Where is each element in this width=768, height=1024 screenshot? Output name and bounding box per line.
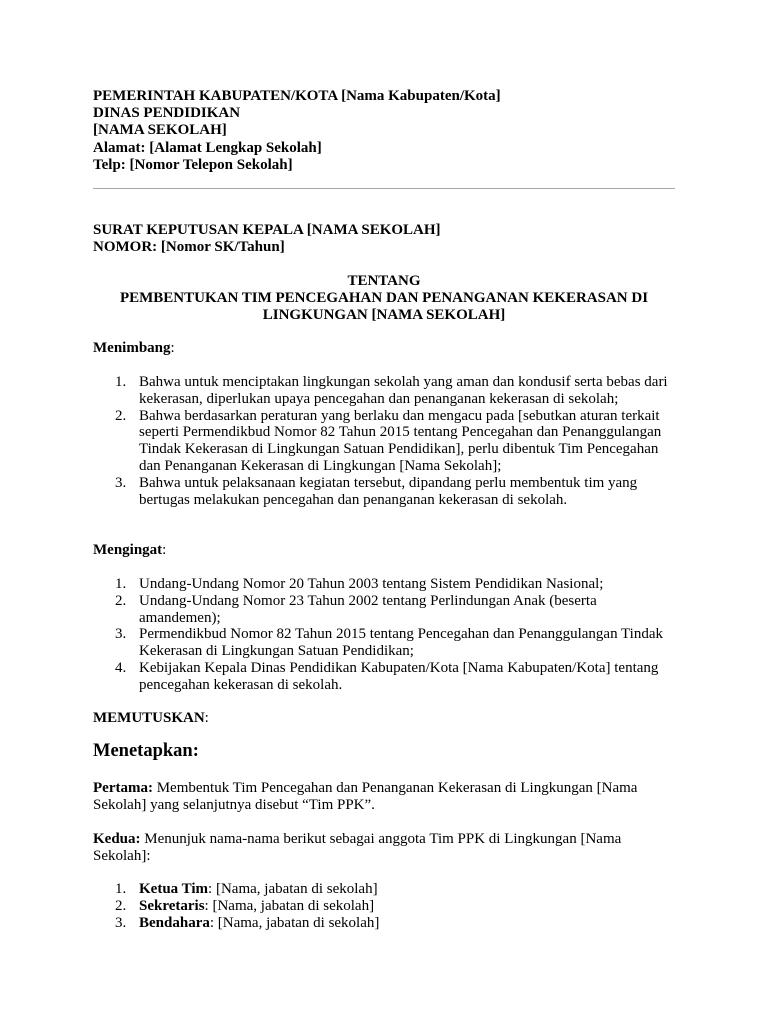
decree-title: SURAT KEPUTUSAN KEPALA [NAMA SEKOLAH] bbox=[93, 222, 441, 238]
list-item-text: Kebijakan Kepala Dinas Pendidikan Kabupaten/Kota [Nama Kabupaten/Kota] tentang pencegahan kekerasan di sekolah. bbox=[139, 659, 659, 693]
list-item-number: 1. bbox=[115, 881, 127, 897]
kedua-label: Kedua: bbox=[93, 831, 141, 847]
member-role: Ketua Tim bbox=[139, 881, 209, 897]
memutuskan-heading bbox=[93, 710, 209, 727]
decree-subject-block bbox=[93, 273, 675, 324]
member-detail: : [Nama, jabatan di sekolah] bbox=[204, 897, 375, 914]
tentang-label: TENTANG bbox=[347, 273, 421, 289]
memutuskan-colon: : bbox=[204, 710, 209, 726]
letterhead-school-name: [NAMA SEKOLAH] bbox=[93, 122, 227, 139]
mengingat-label: Mengingat bbox=[93, 542, 163, 558]
decree-subject: PEMBENTUKAN TIM PENCEGAHAN DAN PENANGANAN KEKERASAN DI LINGKUNGAN [NAMA SEKOLAH] bbox=[119, 290, 649, 323]
list-item bbox=[93, 626, 675, 660]
menimbang-label: Menimbang bbox=[93, 340, 171, 356]
list-item-number: 3. bbox=[115, 626, 127, 643]
list-item-number: 2. bbox=[115, 592, 127, 609]
letterhead-address: Alamat: [Alamat Lengkap Sekolah] bbox=[93, 139, 322, 156]
list-item-number: 1. bbox=[115, 374, 127, 390]
list-item bbox=[93, 374, 675, 408]
list-item-number: 2. bbox=[115, 897, 127, 914]
list-item-number: 3. bbox=[115, 914, 127, 931]
list-item-text: Undang-Undang Nomor 23 Tahun 2002 tentang Perlindungan Anak (beserta amandemen); bbox=[139, 592, 597, 626]
member-role: Sekretaris bbox=[139, 897, 205, 914]
list-item-text: Bahwa untuk pelaksanaan kegiatan tersebut, dipandang perlu membentuk tim yang bertugas melakukan pencegahan dan penanganan kekerasan di sekolah. bbox=[139, 474, 638, 508]
list-item-number: 3. bbox=[115, 474, 127, 491]
menimbang-list bbox=[93, 374, 675, 508]
letterhead-government: PEMERINTAH KABUPATEN/KOTA [Nama Kabupaten/Kota] bbox=[93, 88, 501, 104]
memutuskan-label: MEMUTUSKAN bbox=[93, 710, 205, 726]
list-item bbox=[93, 593, 675, 627]
list-item bbox=[93, 915, 675, 932]
list-item-number: 2. bbox=[115, 407, 127, 424]
list-item bbox=[93, 576, 675, 593]
list-item bbox=[93, 898, 675, 915]
list-item-number: 4. bbox=[115, 659, 127, 676]
member-detail: : [Nama, jabatan di sekolah] bbox=[208, 881, 378, 897]
letterhead-agency: DINAS PENDIDIKAN bbox=[93, 105, 241, 122]
list-item bbox=[93, 475, 675, 509]
list-item bbox=[93, 881, 675, 898]
mengingat-colon: : bbox=[162, 542, 167, 558]
kedua-paragraph bbox=[93, 831, 673, 865]
menetapkan-heading: Menetapkan: bbox=[93, 741, 199, 761]
member-role: Bendahara bbox=[139, 914, 210, 931]
letterhead-divider bbox=[93, 188, 675, 189]
list-item-number: 1. bbox=[115, 576, 127, 592]
list-item-text: Undang-Undang Nomor 20 Tahun 2003 tentang Sistem Pendidikan Nasional; bbox=[139, 576, 604, 592]
decree-header bbox=[93, 222, 441, 256]
list-item-text: Bahwa berdasarkan peraturan yang berlaku dan mengacu pada [sebutkan aturan terkait seperti Permendikbud Nomor 82 Tahun 2015 tentang Pencegahan dan Penanggulangan Tindak Kekerasan di Lingkungan Satuan Pendidikan], perlu dibentuk Tim Pencegahan dan Penanganan Kekerasan di Lingkungan [Nama Sekolah]; bbox=[139, 407, 662, 474]
kedua-text: Menunjuk nama-nama berikut sebagai anggota Tim PPK di Lingkungan [Nama Sekolah]: bbox=[93, 831, 622, 864]
menimbang-colon: : bbox=[170, 340, 175, 356]
menimbang-heading bbox=[93, 340, 175, 357]
members-list bbox=[93, 881, 675, 931]
list-item bbox=[93, 408, 675, 475]
letterhead bbox=[93, 88, 683, 174]
member-detail: : [Nama, jabatan di sekolah] bbox=[209, 914, 380, 931]
list-item-text: Permendikbud Nomor 82 Tahun 2015 tentang Pencegahan dan Penanggulangan Tindak Kekerasan di Lingkungan Satuan Pendidikan; bbox=[139, 626, 664, 660]
list-item bbox=[93, 660, 675, 694]
decree-number: NOMOR: [Nomor SK/Tahun] bbox=[93, 239, 285, 255]
pertama-label: Pertama: bbox=[93, 780, 153, 796]
mengingat-list bbox=[93, 576, 675, 694]
mengingat-heading bbox=[93, 542, 166, 559]
letterhead-phone: Telp: [Nomor Telepon Sekolah] bbox=[93, 156, 293, 173]
list-item-text: Bahwa untuk menciptakan lingkungan sekolah yang aman dan kondusif serta bebas dari kekerasan, diperlukan upaya pencegahan dan penanganan kekerasan di sekolah; bbox=[139, 374, 668, 407]
pertama-text: Membentuk Tim Pencegahan dan Penanganan Kekerasan di Lingkungan [Nama Sekolah] yang selanjutnya disebut “Tim PPK”. bbox=[93, 780, 638, 813]
pertama-paragraph bbox=[93, 780, 673, 814]
